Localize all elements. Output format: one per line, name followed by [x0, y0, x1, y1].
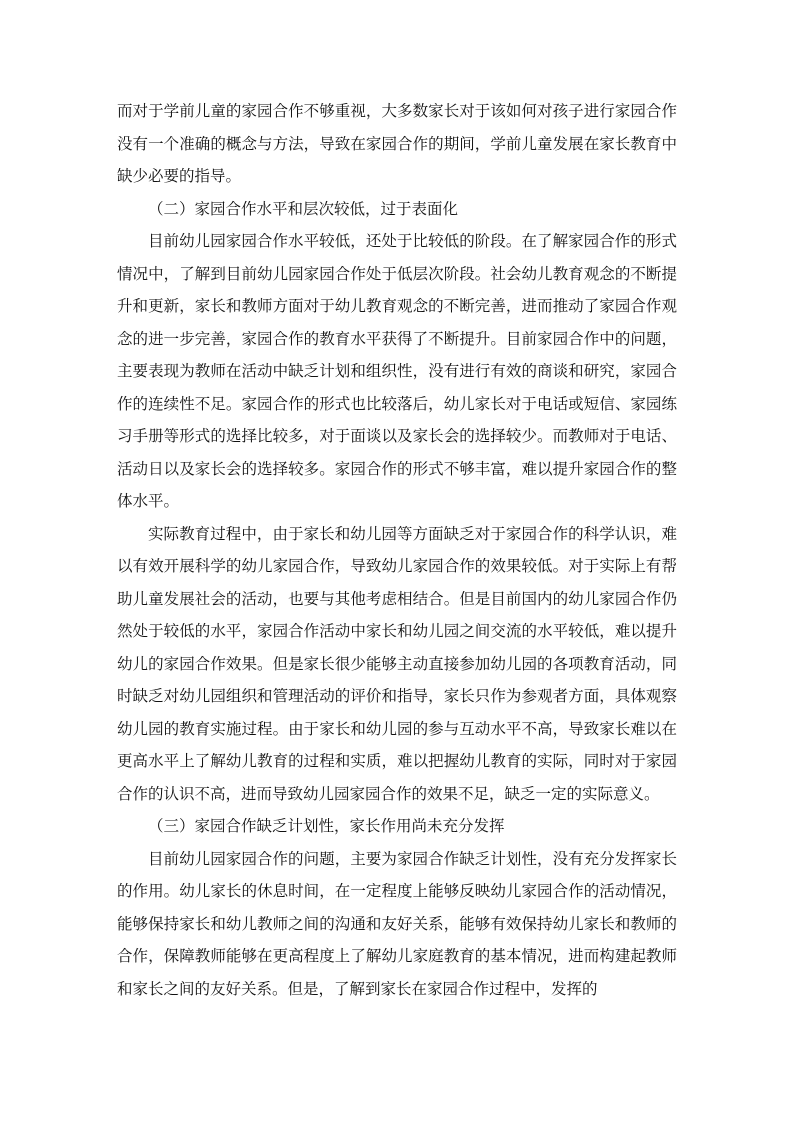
paragraph-planning: 目前幼儿园家园合作的问题，主要为家园合作缺乏计划性，没有充分发挥家长的作用。幼儿家长的休息时间，在一定程度上能够反映幼儿家园合作的活动情况，能够保持家长和幼儿教师之间的沟通和友好关系，能够有效保持幼儿家长和教师的合作，保障教师能够在更高程度上了解幼儿家庭教育的基本情况，进而构建起教师和家长之间的友好关系。但是，了解到家长在家园合作过程中，发挥的	[117, 849, 677, 998]
paragraph-continuation: 而对于学前儿童的家园合作不够重视，大多数家长对于该如何对孩子进行家园合作没有一个准确的概念与方法，导致在家园合作的期间，学前儿童发展在家长教育中缺少必要的指导。	[117, 102, 677, 185]
section-heading-2: （二）家园合作水平和层次较低，过于表面化	[148, 199, 459, 218]
paragraph-cooperation-level: 目前幼儿园家园合作水平较低，还处于比较低的阶段。在了解家园合作的形式情况中，了解到目前幼儿园家园合作处于低层次阶段。社会幼儿教育观念的不断提升和更新，家长和教师方面对于幼儿教育观念的不断完善，进而推动了家园合作观念的进一步完善，家园合作的教育水平获得了不断提升。目前家园合作中的问题，主要表现为教师在活动中缺乏计划和组织性，没有进行有效的商谈和研究，家园合作的连续性不足。家园合作的形式也比较落后，幼儿家长对于电话或短信、家园练习手册等形式的选择比较多，对于面谈以及家长会的选择较少。而教师对于电话、活动日以及家长会的选择较多。家园合作的形式不够丰富，难以提升家园合作的整体水平。	[117, 232, 677, 510]
section-heading-3: （三）家园合作缺乏计划性，家长作用尚未充分发挥	[148, 817, 505, 835]
document-body	[117, 95, 677, 1005]
paragraph-practical-education: 实际教育过程中，由于家长和幼儿园等方面缺乏对于家园合作的科学认识，难以有效开展科学的幼儿家园合作，导致幼儿家园合作的效果较低。对于实际上有帮助儿童发展社会的活动，也要与其他考虑相结合。但是目前国内的幼儿家园合作仍然处于较低的水平，家园合作活动中家长和幼儿园之间交流的水平较低，难以提升幼儿的家园合作效果。但是家长很少能够主动直接参加幼儿园的各项教育活动，同时缺乏对幼儿园组织和管理活动的评价和指导，家长只作为参观者方面，具体观察幼儿园的教育实施过程。由于家长和幼儿园的参与互动水平不高，导致家长难以在更高水平上了解幼儿教育的过程和实质，难以把握幼儿教育的实际，同时对于家园合作的认识不高，进而导致幼儿园家园合作的效果不足，缺乏一定的实际意义。	[117, 524, 677, 803]
